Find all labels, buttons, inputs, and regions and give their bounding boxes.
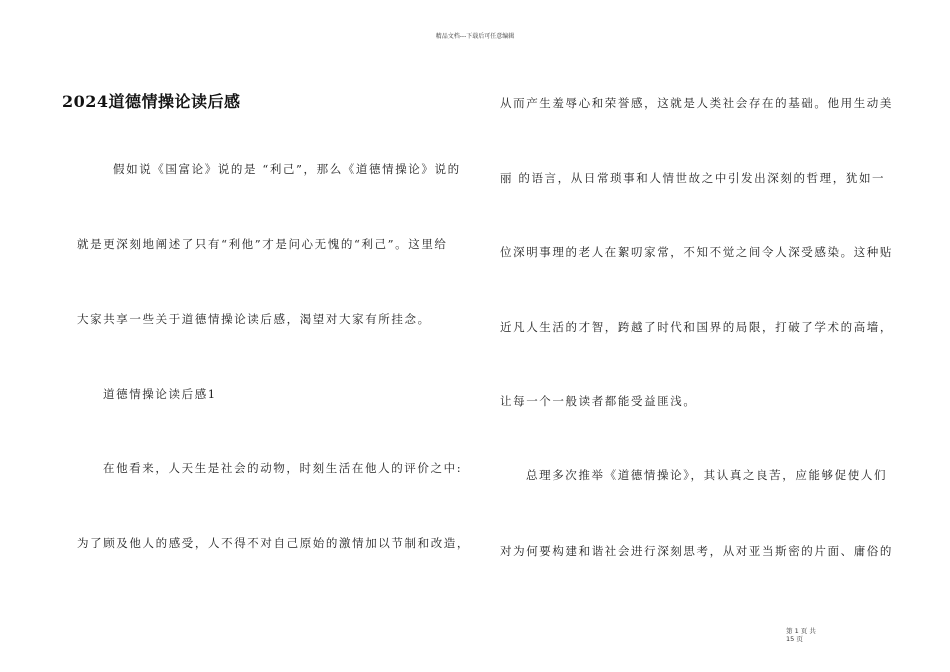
right-paragraph-line: 从而产生羞辱心和荣誉感，这就是人类社会存在的基础。他用生动美 (500, 96, 893, 110)
left-paragraph-line: 为了顾及他人的感受，人不得不对自己原始的激情加以节制和改造， (77, 536, 470, 550)
document-title: 2024道德情操论读后感 (62, 92, 241, 111)
left-paragraph-line: 就是更深刻地阐述了只有“利他”才是问心无愧的“利己”。这里给 (77, 237, 448, 251)
right-paragraph-line: 总理多次推举《道德情操论》，其认真之良苦，应能够促使人们 (526, 468, 888, 482)
right-paragraph-line: 近凡人生活的才智，跨越了时代和国界的局限，打破了学术的高墙， (500, 320, 893, 334)
right-paragraph-line: 对为何要构建和谐社会进行深刻思考，从对亚当斯密的片面、庸俗的 (500, 544, 893, 558)
left-paragraph-line: 在他看来，人天生是社会的动物，时刻生活在他人的评价之中: (103, 461, 463, 475)
page-header: 精品文档---下载后可任意编辑 (435, 33, 515, 40)
right-paragraph-line: 丽 的语言，从日常琐事和人情世故之中引发出深刻的哲理，犹如一 (500, 171, 886, 185)
left-paragraph-line: 假如说《国富论》说的是 “利己”，那么《道德情操论》说的 (113, 162, 461, 176)
left-paragraph-line: 大家共享一些关于道德情操论读后感，渴望对大家有所挂念。 (77, 312, 431, 326)
right-paragraph-line: 让每一个一般读者都能受益匪浅。 (500, 394, 697, 408)
right-paragraph-line: 位深明事理的老人在絮叨家常，不知不觉之间令人深受感染。这种贴 (500, 245, 893, 259)
section-heading: 道德情操论读后感1 (103, 387, 217, 401)
page-number: 第 1 页 共 15 页 (786, 627, 816, 643)
